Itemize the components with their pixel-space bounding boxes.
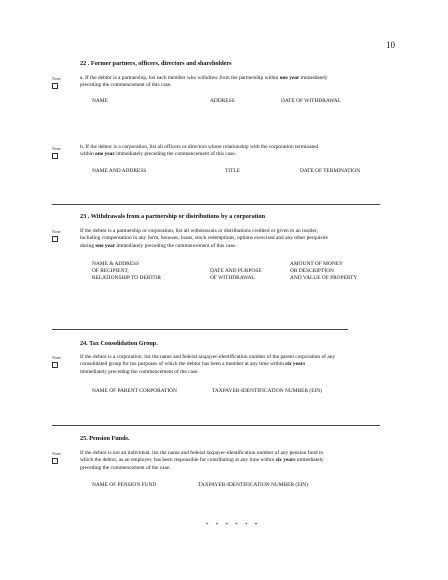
footer-marks: * * * * * * <box>206 523 261 528</box>
col-ein: TAXPAYER-IDENTIFICATION NUMBER (EIN) <box>212 388 322 394</box>
none-checkbox-22b[interactable] <box>52 153 58 159</box>
section-24-text <box>80 354 335 376</box>
s25-line2-post: immediately <box>295 457 324 464</box>
s22a-line1-post: immediately <box>299 75 328 81</box>
col-recipient-line3: RELATIONSHIP TO DEBTOR <box>92 275 161 281</box>
section-22a-text <box>80 75 328 90</box>
col-amount-line2: OR DESCRIPTION <box>290 268 334 274</box>
s24-line3: immediately preceding the commencement of the case. <box>80 368 199 375</box>
col-amount <box>290 261 357 282</box>
s25-line3: preceding the commencement of the case. <box>80 464 171 471</box>
none-checkbox-23[interactable] <box>52 236 58 242</box>
none-label: None <box>52 76 61 81</box>
s23-line3-pre: during <box>80 242 96 249</box>
s22a-line1-pre: a. If the debtor is a partnership, list each member who withdrew from the partnership within <box>80 75 280 81</box>
s22b-line2-pre: within <box>80 151 96 158</box>
none-checkbox-24[interactable] <box>52 362 58 368</box>
s25-line2-pre: which the debtor, as an employer, has been responsible for contributing at any time within <box>80 457 276 464</box>
section-23-title: 23 . Withdrawals from a partnership or distributions by a corporation <box>80 213 266 220</box>
s22b-line2-bold: one year <box>95 151 115 158</box>
col-recipient <box>92 261 161 282</box>
section-divider <box>52 329 348 330</box>
section-divider <box>52 204 380 205</box>
col-date-purpose-line2: OF WITHDRAWAL <box>210 275 255 281</box>
section-24-title: 24. Tax Consolidation Group. <box>80 340 158 347</box>
none-checkbox-25[interactable] <box>52 458 58 464</box>
s22a-line2: preceding the commencement of this case. <box>80 82 172 89</box>
page-number: 10 <box>386 40 395 50</box>
col-name: NAME <box>92 98 108 104</box>
col-title: TITLE <box>225 168 240 174</box>
s22b-line2-post: immediately preceding the commencement of this case. <box>114 151 236 158</box>
col-parent-corporation: NAME OF PARENT CORPORATION <box>92 388 177 394</box>
section-22-title: 22 . Former partners, officers, directors and shareholders <box>80 60 232 67</box>
s23-line3-post: immediately preceding the commencement of this case. <box>115 242 237 249</box>
col-pension-fund: NAME OF PENSION FUND <box>92 482 157 488</box>
s25-line1: If the debtor is not an individual, list the name and federal taxpayer-identification number of any pension fund to <box>80 450 324 456</box>
none-label: None <box>52 355 61 360</box>
none-label: None <box>52 451 61 456</box>
s22b-line1: b. If the debtor is a corporation, list all officers or directors whose relationship with the corporation terminated <box>80 144 319 150</box>
section-22b-text <box>80 144 318 159</box>
col-amount-line3: AND VALUE OF PROPERTY <box>290 275 358 281</box>
col-name-and-address: NAME AND ADDRESS <box>92 168 147 174</box>
col-recipient-line2: OF RECIPIENT, <box>92 268 129 274</box>
section-25-text <box>80 450 324 472</box>
s24-line2-bold: six years <box>285 361 306 368</box>
none-label: None <box>52 229 61 234</box>
s23-line3-bold: one year <box>95 242 116 249</box>
col-date-purpose <box>210 268 262 282</box>
section-23-text <box>80 228 328 250</box>
s23-line1: If the debtor is a partnership or corporation, list all withdrawals or distributions credited or given to an insider, <box>80 228 318 234</box>
s22a-line1-bold: one year <box>279 75 300 81</box>
col-date-purpose-line1: DATE AND PURPOSE <box>210 268 262 274</box>
s25-line2-bold: six years <box>275 457 296 464</box>
none-checkbox-22a[interactable] <box>52 83 58 89</box>
col-address: ADDRESS <box>210 98 235 104</box>
s24-line1: If the debtor is a corporation, list the name and federal taxpayer-identification number of the parent corporation of any <box>80 354 336 360</box>
col-amount-line1: AMOUNT OF MONEY <box>290 261 343 267</box>
none-label: None <box>52 146 61 151</box>
col-recipient-line1: NAME & ADDRESS <box>92 261 140 267</box>
col-ein: TAXPAYER-IDENTIFICATION NUMBER (EIN) <box>198 482 308 488</box>
section-25-title: 25. Pension Funds. <box>80 435 130 442</box>
col-date-of-withdrawal: DATE OF WITHDRAWAL <box>281 98 341 104</box>
col-date-of-termination: DATE OF TERMINATION <box>300 168 361 174</box>
s24-line2-pre: consolidated group for tax purposes of which the debtor has been a member at any time within <box>80 361 286 368</box>
section-divider <box>52 425 380 426</box>
s23-line2: including compensation in any form, bonuses, loans, stock redemptions, options exercised and any other perquisite <box>80 235 328 242</box>
